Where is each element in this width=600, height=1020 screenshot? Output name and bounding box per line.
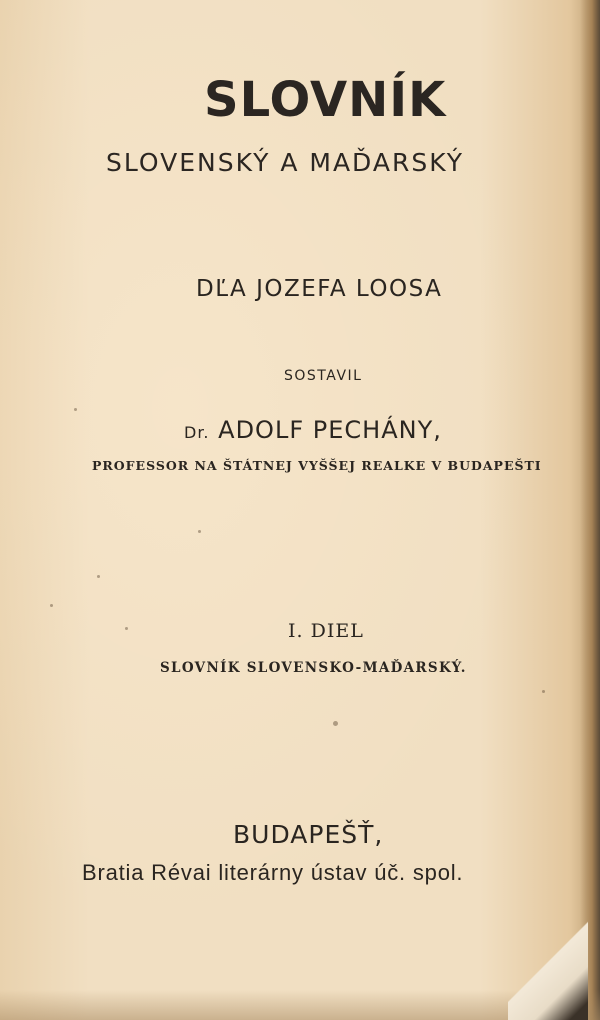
page-right-edge (580, 0, 600, 1020)
paper-speck (198, 530, 201, 533)
author (184, 416, 442, 444)
paper-speck (97, 575, 100, 578)
publisher: Bratia Révai literárny ústav úč. spol. (82, 860, 464, 885)
author-name: ADOLF PECHÁNY, (218, 416, 442, 444)
author-affiliation: PROFESSOR NA ŠTÁTNEJ VYŠŠEJ REALKE V BUDAPEŠTI (92, 458, 542, 473)
author-prefix: Dr. (184, 423, 210, 442)
paper-speck (125, 627, 128, 630)
byline: DĽA JOZEFA LOOSA (196, 276, 443, 302)
torn-corner (508, 920, 588, 1020)
paper-speck (333, 721, 338, 726)
book-subtitle: SLOVENSKÝ A MAĎARSKÝ (106, 148, 464, 177)
paper-speck (50, 604, 53, 607)
paper-speck (74, 408, 77, 411)
volume-subtitle: SLOVNÍK SLOVENSKO-MAĎARSKÝ. (160, 660, 467, 676)
book-title: SLOVNÍK (204, 72, 447, 128)
volume-label: I. DIEL (288, 620, 364, 642)
publication-city: BUDAPEŠŤ, (233, 820, 384, 849)
compiled-by-label: SOSTAVIL (284, 368, 363, 384)
paper-speck (542, 690, 545, 693)
